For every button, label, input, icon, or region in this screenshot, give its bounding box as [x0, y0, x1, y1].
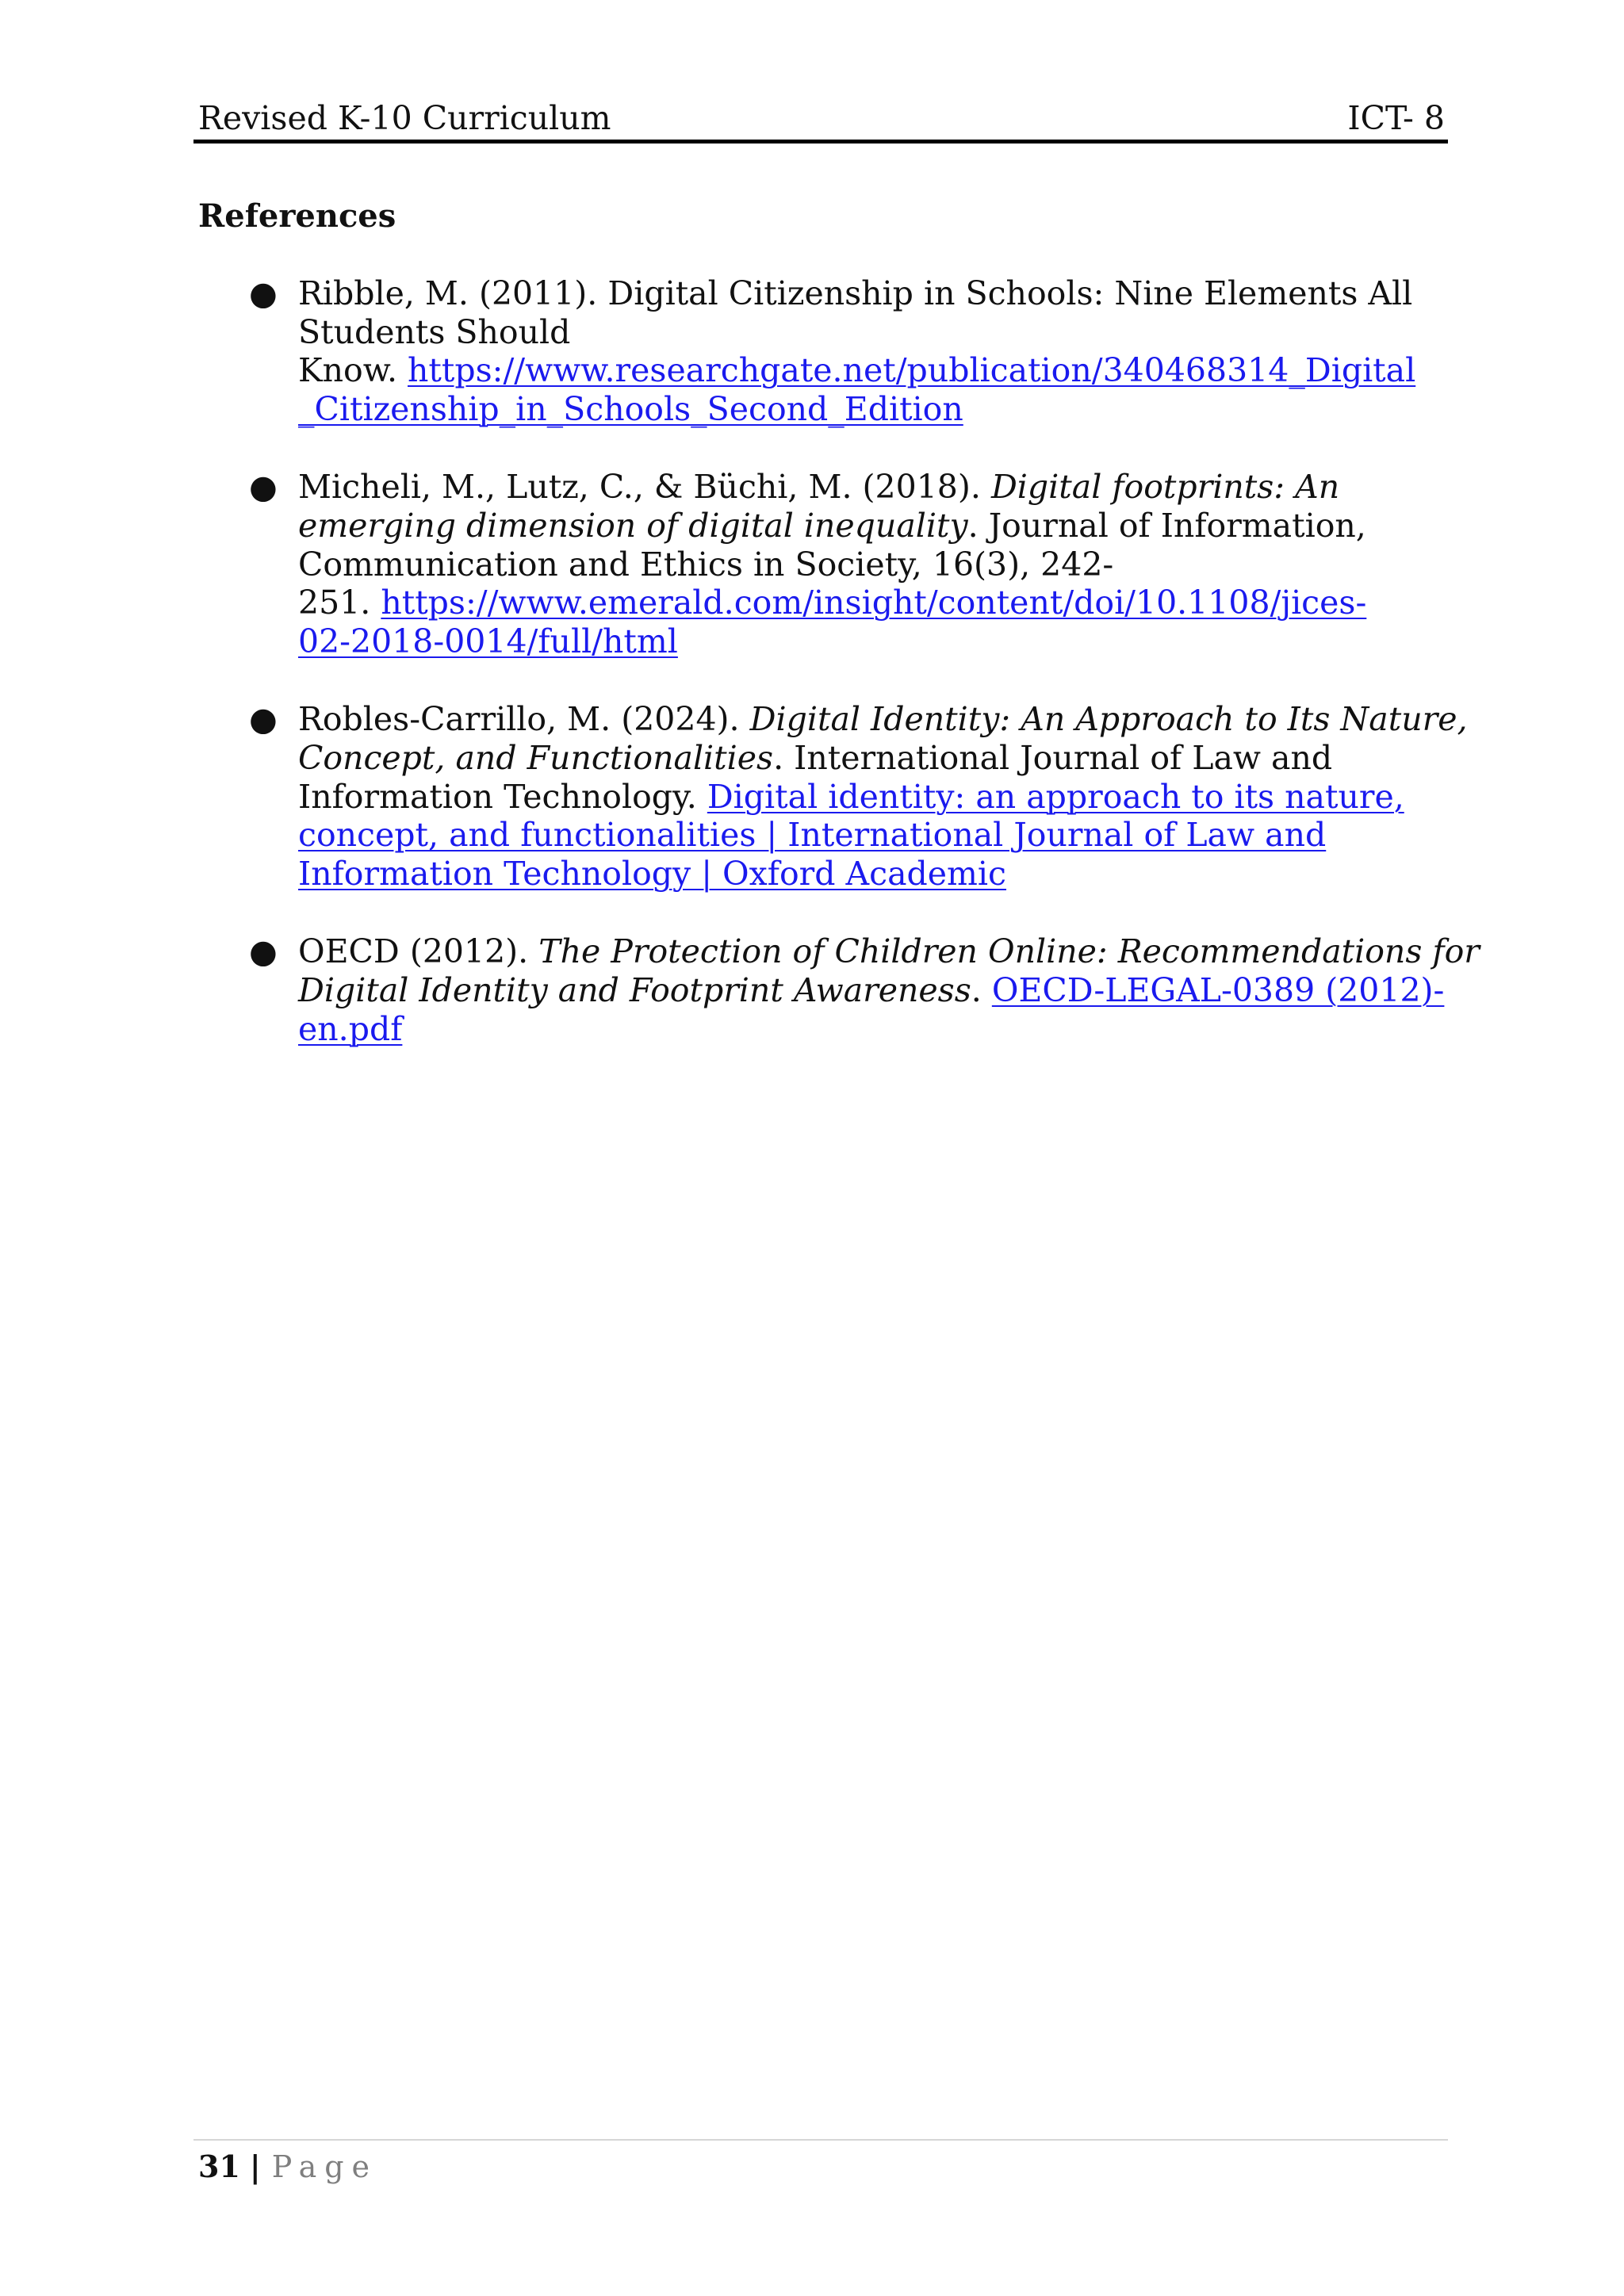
reference-title-text: emerging dimension of digital inequality: [298, 506, 968, 545]
reference-line: [298, 351, 1451, 390]
reference-title-text: Digital footprints: An: [990, 468, 1340, 507]
reference-line: [298, 700, 1468, 739]
reference-line: [298, 507, 1451, 545]
reference-link[interactable]: OECD-LEGAL-0389 (2012)-: [991, 970, 1445, 1009]
reference-line: [298, 468, 1451, 507]
reference-link[interactable]: concept, and functionalities | International Journal of Law and: [298, 816, 1327, 855]
reference-link[interactable]: 02-2018-0014/full/html: [298, 622, 678, 660]
reference-line: [298, 816, 1451, 855]
page-label: Page: [271, 2149, 378, 2184]
reference-link[interactable]: _Citizenship_in_Schools_Second_Edition: [298, 389, 963, 428]
reference-text: Know.: [298, 351, 408, 390]
reference-line: [298, 778, 1451, 817]
reference-line: [298, 274, 1451, 313]
reference-text: Ribble, M. (2011). Digital Citizenship in Schools: Nine Elements All: [298, 274, 1413, 312]
reference-line: [298, 584, 1451, 622]
reference-item: [198, 700, 1468, 893]
reference-title-text: The Protection of Children Online: Recommendations for: [538, 932, 1480, 971]
reference-line: [298, 739, 1451, 778]
reference-text: Micheli, M., Lutz, C., & Büchi, M. (2018).: [298, 468, 991, 507]
bullet-dot-icon: ●: [249, 274, 278, 312]
reference-link[interactable]: en.pdf: [298, 1009, 403, 1048]
reference-line: [298, 932, 1480, 971]
reference-title-text: Concept, and Functionalities: [298, 738, 774, 777]
reference-line: [298, 622, 1451, 661]
reference-text: Information Technology.: [298, 777, 707, 816]
reference-item: [198, 932, 1480, 1048]
header-title: Revised K-10 Curriculum: [198, 99, 611, 137]
reference-title-text: Digital Identity: An Approach to Its Nature,: [749, 700, 1468, 739]
reference-item: [198, 468, 1451, 660]
reference-line: [298, 313, 1451, 352]
reference-text: Robles-Carrillo, M. (2024).: [298, 700, 750, 739]
page-footer: [198, 2147, 377, 2187]
reference-link[interactable]: Information Technology | Oxford Academic: [298, 854, 1007, 893]
reference-line: [298, 855, 1451, 894]
reference-text: . Journal of Information,: [967, 506, 1366, 545]
page-number: 31: [198, 2149, 240, 2184]
reference-line: [298, 1010, 1451, 1049]
bullet-dot-icon: ●: [249, 468, 278, 507]
references-heading: References: [198, 197, 396, 235]
reference-text: .: [971, 970, 992, 1009]
reference-link[interactable]: https://www.emerald.com/insight/content/doi/10.1108/jices-: [381, 584, 1367, 622]
reference-text: Students Should: [298, 312, 571, 351]
bullet-dot-icon: ●: [249, 700, 278, 739]
reference-line: [298, 390, 1451, 429]
reference-link[interactable]: Digital identity: an approach to its nature,: [707, 777, 1404, 816]
footer-separator: |: [249, 2149, 261, 2184]
reference-link[interactable]: https://www.researchgate.net/publication/340468314_Digital: [408, 351, 1416, 390]
reference-text: OECD (2012).: [298, 932, 539, 971]
bullet-dot-icon: ●: [249, 932, 278, 971]
reference-line: [298, 971, 1451, 1010]
reference-text: 251.: [298, 584, 381, 622]
page-header: [197, 94, 1446, 138]
header-subject: ICT- 8: [1347, 99, 1445, 137]
reference-text: . International Journal of Law and: [773, 738, 1333, 777]
header-divider: [193, 140, 1448, 144]
footer-divider: [193, 2139, 1448, 2141]
reference-line: [298, 545, 1451, 584]
reference-title-text: Digital Identity and Footprint Awareness: [298, 970, 971, 1009]
reference-text: Communication and Ethics in Society, 16(3), 242-: [298, 545, 1114, 584]
references-list: [198, 274, 1480, 1088]
reference-item: [198, 274, 1451, 428]
